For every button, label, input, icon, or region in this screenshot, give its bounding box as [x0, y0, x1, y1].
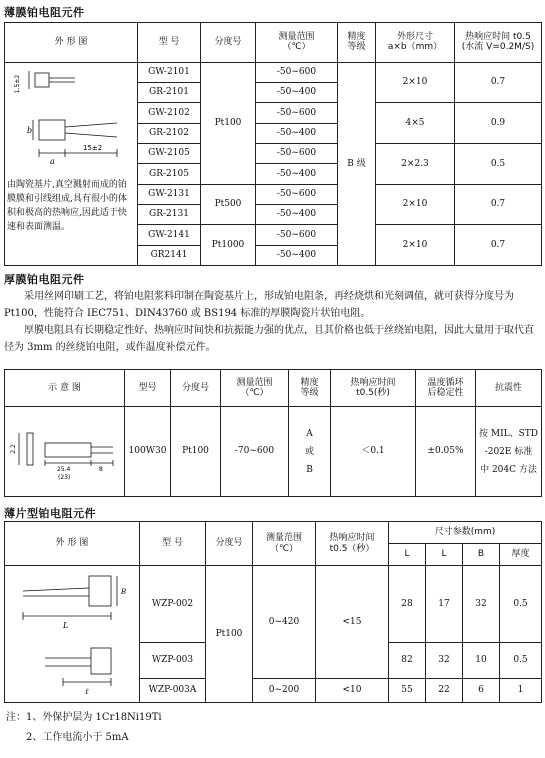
header-grade: 分度号: [206, 522, 253, 566]
table-cell-grade: Pt100: [171, 407, 221, 497]
sheet-element-diagram: [5, 566, 138, 702]
header-shape: 外 形 图: [5, 522, 140, 566]
table-cell-response: ＜0.1: [331, 407, 416, 497]
table-cell-size: 2×10: [376, 184, 455, 225]
header-shape: 外 形 图: [5, 23, 138, 63]
dim-label-a: a: [50, 156, 55, 166]
table-cell-range: -50~400: [256, 245, 338, 265]
dim-label-lead: 15±2: [83, 143, 103, 152]
table-cell-accuracy: B 级: [338, 62, 376, 265]
table-cell-model: GW-2131: [138, 184, 201, 204]
table-cell-drift: ±0.05%: [416, 407, 476, 497]
table-cell-dim: 32: [426, 642, 463, 678]
table-cell-response: 0.5: [455, 143, 542, 184]
shape-cell: [5, 407, 125, 497]
notes: [6, 708, 162, 748]
header-range: 测量范围 （℃）: [256, 23, 338, 63]
table-cell-response: 0.7: [455, 184, 542, 225]
table-cell-dim: 55: [389, 678, 426, 702]
table-cell-size: 2×2.3: [376, 143, 455, 184]
shape-cell: [5, 566, 140, 703]
header-grade: 分度号: [171, 370, 221, 407]
table-cell-dim: 17: [426, 566, 463, 643]
table-cell-dim: 22: [426, 678, 463, 702]
paragraph: 采用丝网印刷工艺，将铂电阻浆料印制在陶瓷基片上，形成铂电阻条，再经烧烘和光刻调值，就可获得分度号为 Pt100，性能符合 IEC751、DIN43760 或 BS194 标准的厚膜陶瓷片状铂电阻。: [4, 291, 514, 319]
thick-film-intro: [4, 288, 539, 356]
table-cell-model: WZP-003A: [140, 678, 206, 702]
header-size-L: L: [389, 544, 426, 566]
note-line: 注：1、外保护层为 1Cr18Ni19Ti: [6, 712, 162, 723]
section-title-sheet: 薄片型铂电阻元件: [4, 507, 96, 520]
header-size-l: L: [426, 544, 463, 566]
table-cell-response: 0.7: [455, 225, 542, 266]
table-cell-model: GW-2102: [138, 103, 201, 123]
table-cell-model: GR-2131: [138, 204, 201, 224]
dim-label-B: B: [121, 588, 127, 596]
table-cell-dim: 32: [463, 566, 500, 643]
thick-film-element-diagram: [5, 409, 123, 495]
header-response: 热响应时间 t0.5 (水流 V=0.2M/S): [455, 23, 542, 63]
header-accuracy: 精度 等级: [289, 370, 331, 407]
table-cell-model: WZP-002: [140, 566, 206, 643]
dim-label-b: b: [27, 125, 33, 135]
table-cell-model: GR-2101: [138, 82, 201, 102]
table-cell-range: -50~600: [256, 62, 338, 82]
table-cell-response: <15: [316, 566, 389, 679]
table-cell-dim: 0.5: [500, 642, 542, 678]
header-accuracy: 精度 等级: [338, 23, 376, 63]
section-title-thick-film: 厚膜铂电阻元件: [4, 273, 85, 286]
table-cell-model: GR2141: [138, 245, 201, 265]
dim-label-l: ℓ: [85, 687, 89, 696]
header-response: 热响应时间 t0.5（秒）: [316, 522, 389, 566]
dim-label-L: L: [63, 621, 69, 630]
thin-film-description: 由陶瓷基片,真空溅射而成的铂膜膜和引线组成,具有很小的体积和极高的热响应,因此适于快速和表面测温。: [7, 179, 127, 232]
table-cell-dim: 28: [389, 566, 426, 643]
table-cell-model: GW-2141: [138, 225, 201, 245]
header-size: 外形尺寸 a×b（mm）: [376, 23, 455, 63]
table-cell-grade: Pt100: [201, 62, 256, 184]
table-cell-dim: 0.5: [500, 566, 542, 643]
header-grade: 分度号: [201, 23, 256, 63]
table-cell-grade: Pt1000: [201, 225, 256, 266]
table-cell-range: -50~400: [256, 164, 338, 184]
header-model: 型 号: [140, 522, 206, 566]
table-cell-size: 4×5: [376, 103, 455, 144]
section-title-thin-film: 薄膜铂电阻元件: [4, 6, 85, 19]
header-model: 型号: [125, 370, 171, 407]
header-range: 测量范围 （℃）: [253, 522, 316, 566]
table-cell-response: <10: [316, 678, 389, 702]
table-cell-range: -50~600: [256, 184, 338, 204]
paragraph: 厚膜电阻具有长期稳定性好、热响应时间快和抗振能力强的优点，且其价格也低于丝绕铂电阻，因此大量用于取代直径为 3mm 的丝绕铂电阻，或作温度补偿元件。: [4, 325, 534, 353]
dim-label-lead: 8: [99, 465, 103, 473]
table-cell-dim: 6: [463, 678, 500, 702]
table-cell-range: 0~420: [253, 566, 316, 679]
header-response: 热响应时间 t0.5(秒): [331, 370, 416, 407]
table-cell-grade: Pt100: [206, 566, 253, 703]
table-cell-dim: 1: [500, 678, 542, 702]
dim-label-length: 25.4: [57, 465, 71, 473]
note-line: 2、工作电流小于 5mA: [26, 732, 129, 743]
table-cell-range: -50~400: [256, 204, 338, 224]
dim-label-length-alt: (23): [58, 473, 71, 481]
table-cell-range: -50~600: [256, 103, 338, 123]
table-cell-vibration: 按 MIL、STD -202E 标准 中 204C 方法: [476, 407, 542, 497]
table-cell-model: GR-2102: [138, 123, 201, 143]
table-cell-model: WZP-003: [140, 642, 206, 678]
header-model: 型 号: [138, 23, 201, 63]
thin-film-table: [4, 22, 542, 266]
table-cell-model: GW-2105: [138, 143, 201, 163]
table-cell-response: 0.7: [455, 62, 542, 103]
table-cell-range: -50~400: [256, 123, 338, 143]
sheet-element-table: [4, 521, 542, 703]
table-cell-model: GR-2105: [138, 164, 201, 184]
table-cell-size: 2×10: [376, 225, 455, 266]
table-cell-accuracy: A 或 B: [289, 407, 331, 497]
header-range: 测量范围 （℃）: [221, 370, 289, 407]
table-cell-model: GW-2101: [138, 62, 201, 82]
table-cell-range: -50~600: [256, 225, 338, 245]
table-cell-dim: 10: [463, 642, 500, 678]
header-size-params: 尺寸参数(mm): [389, 522, 542, 544]
header-vibration: 抗震性: [476, 370, 542, 407]
shape-cell: [5, 62, 138, 265]
table-cell-range: -50~600: [256, 143, 338, 163]
table-cell-size: 2×10: [376, 62, 455, 103]
table-cell-range: -50~400: [256, 82, 338, 102]
table-cell-range: -70~600: [221, 407, 289, 497]
table-cell-grade: Pt500: [201, 184, 256, 225]
dim-label-thickness: 1.5±2: [14, 74, 21, 93]
table-cell-dim: 82: [389, 642, 426, 678]
table-cell-response: 0.9: [455, 103, 542, 144]
header-size-thickness: 厚度: [500, 544, 542, 566]
thick-film-table: [4, 369, 542, 497]
thin-film-element-diagram: [5, 63, 136, 178]
table-cell-model: 100W30: [125, 407, 171, 497]
dim-label-width: 2.2: [10, 443, 17, 454]
header-shape: 示 意 图: [5, 370, 125, 407]
table-cell-range: 0~200: [253, 678, 316, 702]
header-drift: 温度循环 后稳定性: [416, 370, 476, 407]
header-size-B: B: [463, 544, 500, 566]
